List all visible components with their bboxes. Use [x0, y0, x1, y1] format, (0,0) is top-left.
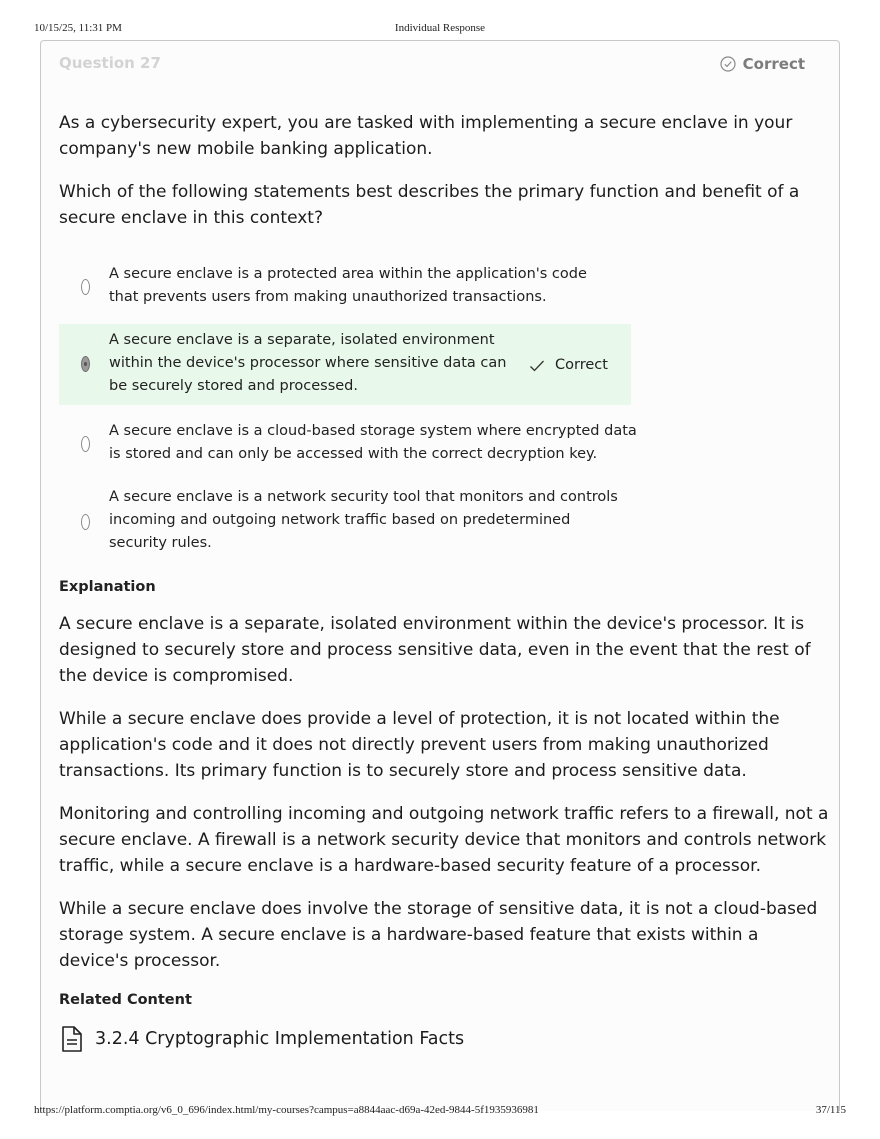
status-badge	[720, 54, 805, 74]
question-card	[40, 40, 840, 1111]
explanation-paragraph: While a secure enclave does involve the storage of sensitive data, it is not a cloud-based storage system. A secure enclave is a hardware-based feature that exists within a device's processor.	[59, 899, 818, 971]
related-content-link[interactable]	[61, 1023, 464, 1055]
explanation-paragraph: A secure enclave is a separate, isolated environment within the device's processor. It is designed to securely store and process sensitive data, even in the event that the rest of the device is compromised.	[59, 614, 811, 686]
status-label: Correct	[742, 55, 805, 73]
answer-choice[interactable]	[59, 419, 637, 469]
related-content-heading: Related Content	[59, 992, 192, 1008]
print-header	[0, 22, 880, 36]
print-footer	[0, 1104, 880, 1118]
question-number: Question 27	[59, 54, 161, 72]
explanation-paragraph: While a secure enclave does provide a level of protection, it is not located within the application's code and it does not directly prevent users from making unauthorized transactions. Its primary function is to securely store and process sensitive data.	[59, 709, 780, 781]
radio-button[interactable]	[81, 279, 90, 295]
checkmark-icon	[529, 359, 545, 373]
related-link-label[interactable]: 3.2.4 Cryptographic Implementation Facts	[95, 1029, 465, 1049]
explanation-heading: Explanation	[59, 579, 156, 595]
question-prompt: As a cybersecurity expert, you are tasked with implementing a secure enclave in your company's new mobile banking application.	[59, 113, 793, 159]
answer-choice-selected[interactable]	[59, 324, 631, 405]
explanation-paragraph: Monitoring and controlling incoming and outgoing network traffic refers to a firewall, not a secure enclave. A firewall is a network security device that monitors and controls network traffic, while a secure enclave is a hardware-based security feature of a processor.	[59, 804, 829, 876]
check-circle-icon	[720, 56, 736, 72]
document-icon	[61, 1025, 83, 1053]
print-datetime: 10/15/25, 11:31 PM	[34, 22, 122, 34]
answer-choice[interactable]	[59, 261, 631, 311]
answer-choice[interactable]	[59, 485, 631, 555]
answer-text: A secure enclave is a separate, isolated environment within the device's processor where sensitive data can be securely stored and processed.	[109, 332, 507, 394]
answer-text: A secure enclave is a network security tool that monitors and controls incoming and outgoing network traffic based on predetermined security rules.	[109, 489, 618, 551]
answer-text: A secure enclave is a cloud-based storage system where encrypted data is stored and can only be accessed with the correct decryption key.	[109, 423, 637, 462]
radio-button[interactable]	[81, 436, 90, 452]
answer-text: A secure enclave is a protected area within the application's code that prevents users from making unauthorized transactions.	[109, 266, 587, 305]
correct-indicator	[529, 354, 608, 377]
print-page-title: Individual Response	[394, 22, 486, 34]
radio-button-selected[interactable]	[81, 356, 90, 372]
question-prompt-ask: Which of the following statements best describes the primary function and benefit of a secure enclave in this context?	[59, 182, 800, 228]
print-page-number: 37/115	[815, 1104, 846, 1116]
print-url: https://platform.comptia.org/v6_0_696/index.html/my-courses?campus=a8844aac-d69a-42ed-9844-5f1935936981	[34, 1104, 539, 1116]
radio-button[interactable]	[81, 514, 90, 530]
correct-label: Correct	[555, 357, 608, 373]
